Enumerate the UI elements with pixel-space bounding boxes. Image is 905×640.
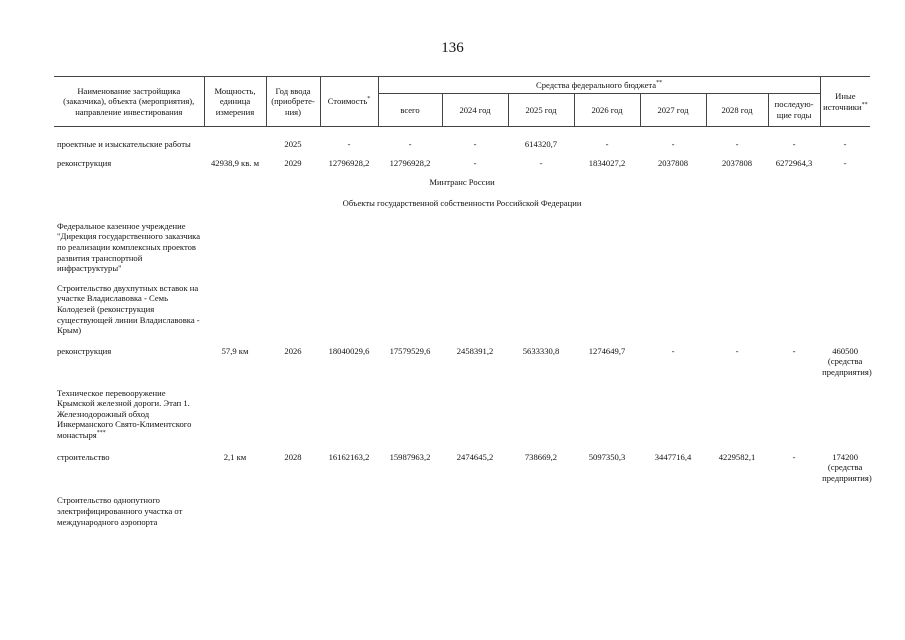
project-name: Строительство двухпутных вставок на участке Владиславовка - Семь Колодезей (реконструкция существующей линии Владиславовка - Крым) [57, 282, 200, 336]
row-2024: - [473, 138, 477, 149]
row-cost: 12796928,2 [328, 158, 370, 169]
row-capacity: 2,1 км [223, 451, 247, 462]
header-total: всего [378, 94, 442, 127]
investment-table [54, 76, 870, 527]
row-year: 2026 [284, 345, 302, 356]
table-row [54, 346, 870, 378]
row-name: проектные и изыскательские работы [57, 138, 191, 149]
row-total: 15987963,2 [389, 451, 431, 462]
row-2025: 5633330,8 [522, 345, 560, 356]
row-other: - [843, 158, 847, 169]
header-cost: Стоимость* [320, 77, 378, 127]
row-2024: 2474645,2 [456, 451, 494, 462]
row-year: 2028 [284, 451, 302, 462]
row-2026: 1834027,2 [588, 158, 626, 169]
row-later: 6272964,3 [775, 158, 813, 169]
section-title: Минтранс России [429, 176, 495, 187]
row-other: 174200 (средства предприятия) [822, 451, 872, 483]
row-2025: 738669,2 [524, 451, 558, 462]
row-cost: - [347, 138, 351, 149]
section-title: Объекты государственной собственности Российской Федерации [342, 198, 582, 209]
row-cost: 16162163,2 [328, 451, 370, 462]
row-total: - [408, 138, 412, 149]
row-name: строительство [57, 451, 110, 462]
header-name: Наименование застройщика (заказчика), объекта (мероприятия), направление инвестирования [54, 77, 204, 127]
row-capacity: 57,9 км [221, 345, 249, 356]
table-row [54, 452, 870, 484]
row-other: 460500 (средства предприятия) [822, 345, 872, 377]
header-2025: 2025 год [508, 94, 574, 127]
page-number: 136 [441, 40, 464, 56]
row-total: 17579529,6 [389, 345, 431, 356]
row-capacity [204, 139, 266, 150]
header-other-sources: Иные источники** [820, 77, 870, 127]
row-2026: 1274649,7 [588, 345, 626, 356]
project-name: Техническое перевооружение Крымской железной дороги. Этап 1. Железнодорожный обход Инкерманского Свято-Климентского монастыря*** [57, 387, 192, 440]
row-2025: 614320,7 [524, 138, 558, 149]
row-name: реконструкция [57, 345, 112, 356]
project-name: Строительство однопутного электрифицированного участка от международного аэропорта [57, 495, 183, 527]
row-year: 2025 [284, 138, 302, 149]
header-federal-budget: Средства федерального бюджета** [378, 77, 820, 94]
header-later-years: последую- щие годы [768, 94, 820, 127]
table-row [54, 283, 870, 336]
row-2024: 2458391,2 [456, 345, 494, 356]
organization-name: Федеральное казенное учреждение "Дирекция государственного заказчика по реализации комплексных проектов развития транспортной инфраструктуры" [57, 220, 201, 274]
row-2028: 2037808 [721, 158, 753, 169]
row-2025: - [539, 158, 543, 169]
header-2024: 2024 год [442, 94, 508, 127]
row-cost: 18040029,6 [328, 345, 370, 356]
header-year: Год ввода (приобрете- ния) [266, 77, 320, 127]
table-row [54, 221, 870, 274]
row-name: реконструкция [57, 158, 112, 169]
row-capacity: 42938,9 кв. м [210, 158, 260, 169]
row-later: - [792, 138, 796, 149]
row-2027: - [671, 345, 675, 356]
row-2028: - [735, 345, 739, 356]
table-row [54, 158, 870, 169]
row-2026: 5097350,3 [588, 451, 626, 462]
header-2028: 2028 год [706, 94, 768, 127]
section-federal-property [54, 198, 870, 209]
row-total: 12796928,2 [389, 158, 431, 169]
table-row [54, 388, 870, 441]
row-other: - [843, 138, 847, 149]
row-year: 2029 [284, 158, 302, 169]
row-2027: - [671, 138, 675, 149]
header-2026: 2026 год [574, 94, 640, 127]
row-2028: - [735, 138, 739, 149]
section-ministry [54, 177, 870, 188]
row-2026: - [605, 138, 609, 149]
table-row [54, 139, 870, 150]
row-2027: 2037808 [657, 158, 689, 169]
row-2024: - [473, 158, 477, 169]
row-later: - [792, 345, 796, 356]
table-row [54, 495, 870, 527]
row-2028: 4229582,1 [718, 451, 756, 462]
header-capacity: Мощность, единица измерения [204, 77, 266, 127]
row-later: - [792, 451, 796, 462]
header-2027: 2027 год [640, 94, 706, 127]
row-2027: 3447716,4 [654, 451, 692, 462]
